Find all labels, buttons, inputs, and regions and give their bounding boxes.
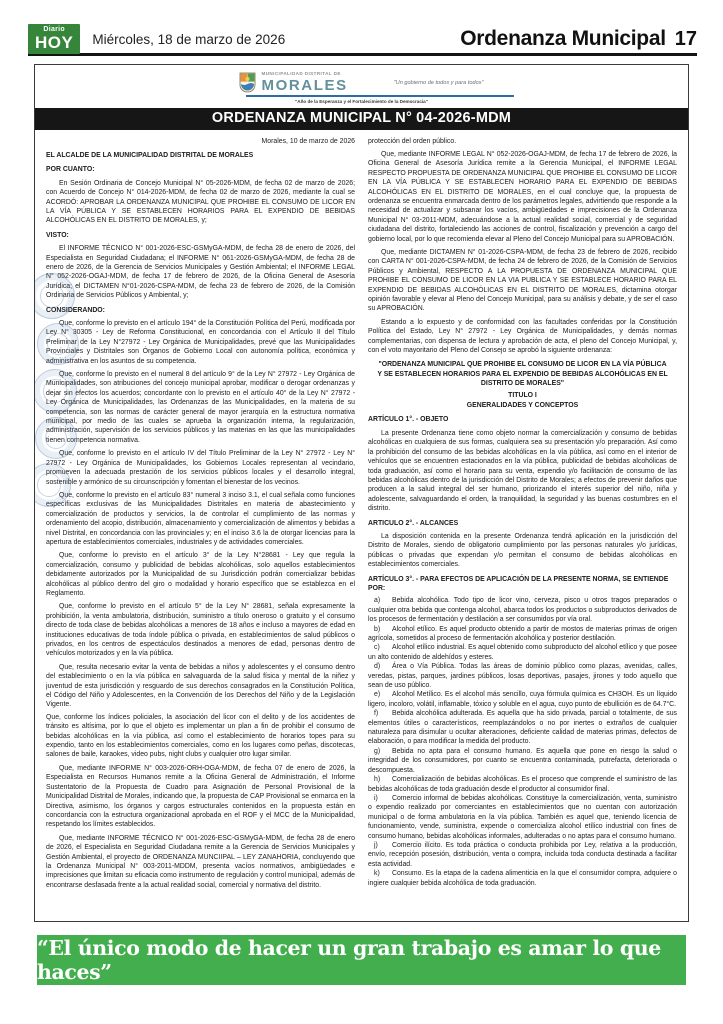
doc-paragraph: Que, conforme lo previsto en el artículo 83° numeral 3 inciso 3.1, el cual señala como funciones específicas exclusivas de las Municipalidades Distritales en materia de abastecimiento y comercialización de productos y servicios, la de controlar el cumplimiento de las normas y ordenamiento del acopio, distribución, almacenamiento y comercialización de alimentos y bebidas a nivel Distrital, en concordancia con las provinciales y; en el inciso 3.6 la de otorgar licencias para la apertura de establecimientos comerciales, industriales y de actividades comerciales. [46, 491, 355, 546]
logo-main-text: HOY [35, 33, 74, 52]
doc-heading: "ORDENANZA MUNICIPAL QUE PROHIBE EL CONSUMO DE LICOR EN LA VÍA PÚBLICA Y SE ESTABLECEN HORARIOS PARA EL EXPENDIO DE BEBIDAS ALCOHÓLICAS EN EL DISTRITO DE MORALES" [377, 361, 668, 388]
doc-paragraph: k) Consumo. Es la etapa de la cadena alimenticia en la que el consumidor compra, adquiere o ingiere cualquier bebida alcohólica de toda graduación. [368, 870, 677, 887]
list-item-letter: j) [374, 841, 378, 849]
doc-heading: VISTO: [46, 231, 69, 239]
section-title: Ordenanza Municipal [460, 27, 666, 50]
doc-paragraph: La disposición contenida en la presente Ordenanza tendrá aplicación en la jurisdicción del Distrito de Morales, siendo de obligatorio cumplimiento por las personas naturales y/o jurídicas, públicas o privadas que expendan y/o permitan el consumo de bebidas alcohólicas en establecimientos comerciales. [368, 532, 677, 569]
doc-paragraph: En Sesión Ordinaria de Concejo Municipal N° 05-2026-MDM, de fecha 02 de marzo de 2026; con Acuerdo de Concejo N° 014-2026-MDM, de fecha 02 de marzo de 2026, mediante la cual se ACORDÓ: APROBAR LA ORDENANZA MUNICIPAL QUE PROHIBE EL CONSUMO DE LICOR EN LA VÍA PÚBLICA Y SE ESTABLECEN HORARIOS PARA EL EXPENDIO DE BEBIDAS ALCOHÓLICAS EN EL DISTRITO DE MORALES, y; [46, 179, 355, 225]
logo-top-text: Diario [43, 26, 65, 33]
right-column [368, 137, 677, 889]
doc-paragraph: Que, mediante INFORME LEGAL N° 052-2026-OGAJ-MDM, de fecha 17 de febrero de 2026, la Oficina General de Asesoría Jurídica remite a la Gerencia Municipal, el INFORME LEGAL RESPECTO PROPUESTA DE ORDENANZA MUNICIPAL QUE PROHIBE EL CONSUMO DE LICOR EN LA VÍA PÚBLICA Y SE ESTABLECEN HORARIO PARA EL EXPENDIO DE BEBIDAS ALCOHÓLICAS EN EL DISTRITO DE MORALES, en el cual concluye que, la propuesta de ordenanza se encuentra enmarcada dentro de los parámetros legales, advirtiendo que responde a la necesidad de actualizar y subsanar los vacíos, ambigüedades e imprecisiones de la Ordenanza Municipal N° 03-2011-MDM, adecuándose a la actual realidad social, comercial y de seguridad ciudadana del distrito, fortaleciendo las acciones de control, fiscalización y prevención a cargo del gobierno local, por lo que recomienda elevar al Pleno del Concejo Municipal para su APROBACIÓN. [368, 150, 677, 243]
doc-paragraph [368, 888, 677, 889]
doc-paragraph: protección del orden público. [368, 137, 457, 145]
doc-paragraph: El INFORME TÉCNICO N° 001-2026-ESC-GSMyGA-MDM, de fecha 28 de enero de 2026, del Especialista en Seguridad Ciudadana; el INFORME N° 061-2026-GSMyGA-MDM, de fecha 28 de enero de 2026, de la Gerencia de Servicios Municipales y Gestión Ambiental; el INFORME LEGAL N° 052-2026-OGAJ-MDM, de fecha 17 de febrero de 2026, de la Oficina General de Asesoría Jurídica; el DICTAMEN N°01-2026-CSPA-MDM, de fecha 23 de febrero de 2026, de la Comisión Ordinaria de Servicios Públicos y Ambiental, y; [46, 245, 355, 300]
ordinance-body [35, 130, 688, 895]
doc-heading: ARTICULO 2°. - ALCANCES [368, 519, 459, 527]
list-item-letter: i) [374, 794, 378, 802]
header-section [460, 27, 697, 51]
doc-heading: TITULO I [508, 391, 537, 399]
municipality-name: MORALES [261, 76, 348, 94]
doc-paragraph: Que, conforme lo previsto en el numeral 8 del artículo 9° de la Ley N° 27972 - Ley Orgánica de Municipalidades, son atribuciones del concejo municipal aprobar, modificar o derogar ordenanzas y dejar sin efectos los acuerdos; concordante con lo previsto en el artículo 40° de la Ley N° 27972 - Ley Orgánica de Municipalidades, las Ordenanzas de las Municipalidades, en la materia de su competencia, son las normas de carácter general de mayor jerarquía en la estructura normativa municipal, por medio de las cuales se aprueba la organización interna, la regularización, administración, supervisión de los servicios públicos y las materias en las que las municipalidades tienen competencia normativa. [46, 371, 355, 444]
doc-paragraph: b) Alcohol etílico. Es aquel producto obtenido a partir de mostos de materias primas de origen agrícola, sometidos al proceso de fermentación alcohólica y posterior destilación. [368, 625, 677, 642]
list-item-letter: f) [374, 710, 379, 718]
municipality-masthead [35, 65, 688, 104]
list-item-letter: h) [374, 776, 381, 784]
header-rule [28, 53, 697, 56]
doc-paragraph: Que, conforme lo previsto en el artículo IV del Título Preliminar de la Ley N° 27972 - Ley N° 27972 - Ley Orgánica de Municipalidades, los Gobiernos Locales representan al vecindario, promueven la adecuada prestación de los servicios públicos locales y el desarrollo integral, sostenible y armónico de su circunscripción y fomentan el bienestar de los vecinos. [46, 450, 355, 486]
header-date: Miércoles, 18 de marzo de 2026 [92, 31, 286, 47]
list-item-letter: c) [374, 644, 380, 652]
page-number: 17 [674, 28, 697, 50]
list-item-letter: d) [374, 663, 381, 671]
doc-paragraph: c) Alcohol etílico industrial. Es aquel obtenido como subproducto del alcohol etílico y que posee un alto contenido de aldehídos y esteres. [368, 644, 677, 661]
doc-heading: GENERALIDADES Y CONCEPTOS [466, 402, 579, 410]
doc-paragraph: d) Área o Vía Pública. Todas las áreas de dominio público como plazas, avenidas, calles, veredas, pistas, parques, jardines públicos, losas deportivas, pasajes, jirones y todo aquello que sean de uso público. [368, 663, 677, 690]
diario-hoy-logo [28, 24, 80, 54]
doc-paragraph: Que, conforme lo previsto en el artículo 5° de la Ley N° 28681, señala expresamente la prohibición, la venta ambulatoria, distribución, suministro a título oneroso o gratuito y el consumo directo de toda clase de bebidas alcohólicas a menores de 18 años e incluso a mayores de edad en instituciones educativas de toda índole pública o privada, en establecimientos de salud públicos o privados, en los centros de espectáculos destinados a menores de edad, personas dentro de vehículos motorizados y en la vía pública. [46, 603, 355, 658]
doc-paragraph: Morales, 10 de marzo de 2026 [261, 137, 355, 145]
quote-banner [37, 935, 686, 985]
doc-paragraph: e) Alcohol Metílico. Es el alcohol más sencillo, cuya fórmula química es CH3OH. Es un líquido ligero, incoloro, volátil, inflamable, tóxico y soluble en el agua, cuyo punto de ebullición es de 64.7°C. [368, 691, 677, 708]
doc-paragraph: La presente Ordenanza tiene como objeto normar la comercialización y consumo de bebidas alcohólicas en cualquiera de sus formas, cualquiera sea su presentación y/o preparación. Así como la prohibición del consumo de las bebidas alcohólicas en la vía pública, así como en el interior de vehículos que se encuentren estacionados en la vía pública, publicidad de bebidas alcohólicas de toda graduación, así como el horario para su venta, expendio y/o facilitación de consumo de las bebidas alcohólicas dentro de la jurisdicción del Distrito de Morales; a efectos de prevenir daños que producen a la salud integral del ser humano, priorizando el interés superior del niño, niña y adolescente, salvaguardando el orden, la tranquilidad, la seguridad y las buenas costumbres en el distrito. [368, 429, 677, 513]
municipality-slogan: "Un gobierno de todos y para todos" [393, 79, 484, 86]
doc-heading: CONSIDERANDO: [46, 306, 105, 314]
list-item-letter: k) [374, 870, 380, 878]
doc-paragraph: i) Comercio informal de bebidas alcohólicas. Constituye la comercialización, venta, suministro o expendio realizado por comerciantes en establecimientos que no cuentan con autorización municipal o de forma ambulatoria en la vía pública. También es aquel que, teniendo licencia de funcionamiento, vende, suministra, expende o comercializa alcohol etílico industrial con fines de consumo humano, bebidas alcohólicas informales, adulteradas o no aptas para el consumo humano. [368, 794, 677, 840]
list-item-letter: b) [374, 625, 381, 633]
doc-paragraph: Que, conforme los índices policiales, la asociación del licor con el delito y de los accidentes de tránsito es altísima, por lo que el objeto es implementar un plan a fin de prohibir el consumo de bebidas alcohólicas en la vía pública, así como el establecimiento de horarios topes para su expendio, tanto en los establecimientos comerciales, como en los lugares como peñas, discotecas, salones de baile, karaokes, video pubs, night clubs y cualquier otro lugar similar. [46, 713, 355, 759]
doc-paragraph: g) Bebida no apta para el consumo humano. Es aquella que pone en riesgo la salud o integridad de los consumidores, por cuanto se encuentra contaminada, putrefacta, deteriorada o descompuesta. [368, 747, 677, 774]
doc-paragraph: j) Comercio ilícito. Es toda práctica o conducta prohibida por Ley, relativa a la producción, envío, recepción posesión, distribución, venta o compra, incluida toda conducta destinada a facilitar esta actividad. [368, 841, 677, 868]
doc-heading: ARTÍCULO 1°. - OBJETO [368, 416, 449, 424]
doc-paragraph: Que, conforme lo previsto en el artículo 194° de la Constitución Política del Perú, modificada por Ley N° 30305 - Ley de Reforma Constitucional, en concordancia con el Artículo II del Título Preliminar de la Ley N°27972 - Ley Orgánica de Municipalidades, prevé que las Municipalidades Provinciales y Distritales son Órganos de Gobierno Local con autonomía política, económica y administrativa en los asuntos de su competencia. [46, 320, 355, 365]
municipality-small-label: MUNICIPALIDAD DISTRITAL DE [261, 71, 341, 77]
ordinance-document [34, 64, 689, 922]
doc-paragraph: f) Bebida alcohólica adulterada. Es aquella que ha sido privada, parcial o totalmente, de sus elementos útiles o característicos, reemplazándolos o no por inertes o extraños de cualquier naturaleza para disimular u ocultar alteraciones, deficiente calidad de materias primas, defectos de elaboración, o para modificar la medida del producto. [368, 710, 677, 746]
doc-heading: EL ALCALDE DE LA MUNICIPALIDAD DISTRITAL DE MORALES [46, 151, 254, 159]
list-item-letter [368, 888, 392, 889]
year-motto: "Año de la Esperanza y el Fortalecimiento de la Democracia" [295, 99, 428, 104]
left-column [46, 137, 355, 889]
doc-heading: POR CUANTO: [46, 166, 95, 174]
ordinance-title-bar: ORDENANZA MUNICIPAL N° 04-2026-MDM [35, 108, 688, 130]
newspaper-header [0, 0, 723, 52]
list-item-letter: a) [374, 597, 381, 605]
quote-text: “El único modo de hacer un gran trabajo es amar lo que haces” [37, 936, 661, 984]
list-item-letter: e) [374, 691, 381, 699]
doc-paragraph: Estando a lo expuesto y de conformidad con las facultades conferidas por la Constitución Política del Estado, Ley N° 27972 - Ley Orgánica de Municipalidades, y demás normas complementarias, con dispensa de lectura y aprobación de acta, el pleno del Concejo Municipal, y, con el voto mayoritario del Pleno del Consejo se aprobó la siguiente ordenanza: [368, 318, 677, 355]
doc-heading: ARTÍCULO 3°. - PARA EFECTOS DE APLICACIÓN DE LA PRESENTE NORMA, SE ENTIENDE POR: [368, 575, 669, 592]
municipality-logo [239, 72, 347, 93]
list-item-letter: g) [374, 747, 381, 755]
masthead-underline [246, 95, 514, 97]
shield-icon [239, 72, 256, 93]
doc-paragraph: a) Bebida alcohólica. Todo tipo de licor vino, cerveza, pisco u otros tragos preparados o cualquier otra bebida que contenga alcohol, abarca todos los productos o subproductos derivados de los procesos de fermentación y destilación a ser consumidos por vía oral. [368, 597, 677, 624]
doc-paragraph: Que, mediante INFORME TÉCNICO N° 001-2026-ESC-GSMyGA-MDM, de fecha 28 de enero de 2026, el Especialista en Seguridad Ciudadana remite a la Gerencia de Servicios Municipales y Gestión Ambiental, el proyecto de ORDENANZA MUNCIIPAL – LEY ZANAHORIA, concluyendo que la Ordenanza Municipal N° 003-2011-MDDM, presenta vacíos normativos, ambigüedades e imprecisiones que limitan su eficacia como instrumento de regulación y control municipal, además de encontrarse desfasada frente a la actual realidad social, comercial y normativa del distrito. [46, 834, 355, 889]
doc-paragraph: Que, conforme lo previsto en el artículo 3° de la Ley N°28681 - Ley que regula la comercialización, consumo y publicidad de bebidas alcohólicas, solo aquellos establecimientos debidamente autorizados por la Municipalidad de su Jurisdicción podrán comercializar bebidas alcohólicas al público dentro del giro o modalidad y horario específico que se establezca en el Reglamento. [46, 552, 355, 597]
doc-paragraph: h) Comercialización de bebidas alcohólicas. Es el proceso que comprende el suministro de las bebidas alcohólicas de toda graduación desde el productor al consumidor final. [368, 776, 677, 793]
doc-paragraph: Que, mediante INFORME N° 003-2026-ORH-OGA-MDM, de fecha 07 de enero de 2026, la Especialista en Recursos Humanos remite a la Oficina General de Administración, el Informe Sustentatorio de la Propuesta de Cuadro para Asignación de Personal Provisional de la Municipalidad Distrital de Morales, indicando que, la propuesta de CAP Provisional se enmarca en la Directiva, asimismo, los órganos y cargos estructurales contenidos en la propuesta están en concordancia con la estructura organizacional aprobada en el ROF y el MCC de la Municipalidad, respetando los límites establecidos. [46, 764, 355, 829]
doc-paragraph: Que, mediante DICTAMEN N° 01-2026-CSPA-MDM, de fecha 23 de febrero de 2026, recibido con CARTA N° 001-2026-CSPA-MDM, de fecha 24 de febrero de 2026, de la Comisión de Servicios Públicos y Ambiental, RESPECTO A LA PROPUESTA DE ORDENANZA MUNICIPAL QUE PROHIBE EL CONSUMO DE LICOR EN LA VIA PUBLICA Y SE ESTABLECE HORARIO PARA EL EXPENDIO DE BEBIDAS ALCOHÓLICAS EN EL DISTRITO DE MORALES, dictamina otorgar opinión favorable y elevar al Pleno del Concejo Municipal, para su análisis y debate, y de ser el caso su APROBACIÓN. [368, 248, 677, 313]
doc-paragraph: Que, resulta necesario evitar la venta de bebidas a niños y adolescentes y el consumo dentro del establecimiento o en la vía pública en salvaguarda de la salud física y mental de la niñez y juventud de esta jurisdicción y resguardo de sus derechos consagrados en la Constitución Política, el Código del Niño y Adolescentes, en la Convención de los Derechos del Niño y de la Legislación Vigente. [46, 663, 355, 709]
